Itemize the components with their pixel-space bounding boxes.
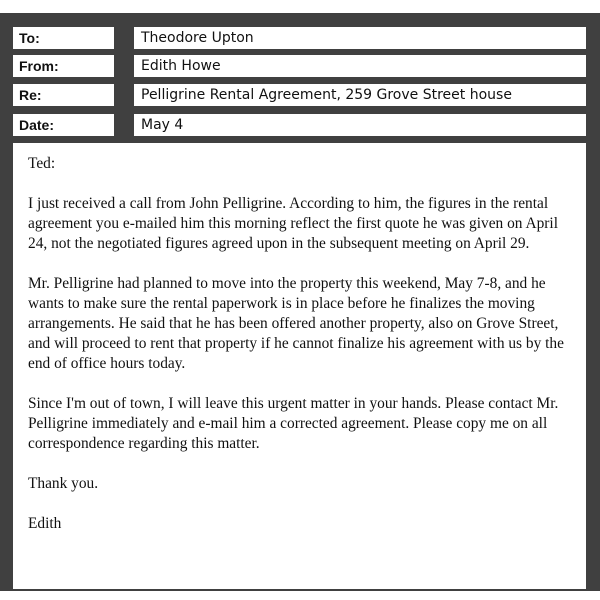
memo-frame [0,13,600,591]
memo-body [13,143,586,589]
closing: Thank you. [28,475,99,492]
from-row [0,55,600,77]
re-value: Pelligrine Rental Agreement, 259 Grove Street house [134,84,586,106]
date-label: Date: [13,114,114,136]
to-label: To: [13,27,114,49]
date-row [0,114,600,136]
paragraph-2: Mr. Pelligrine had planned to move into the property this weekend, May 7-8, and he wants to make sure the rental paperwork is in place before he finalizes the moving arrangements. He said that he has been offered another property, also on Grove Street, and will proceed to rent that property if he cannot finalize his agreement with us by the end of office hours today. [28,275,564,372]
to-value: Theodore Upton [134,27,586,49]
date-value: May 4 [134,114,586,136]
paragraph-3: Since I'm out of town, I will leave this urgent matter in your hands. Please contact Mr. Pelligrine immediately and e-mail him a corrected agreement. Please copy me on all correspondence regarding this matter. [28,395,559,452]
paragraph-1: I just received a call from John Pelligrine. According to him, the figures in the rental agreement you e-mailed him this morning reflect the first quote he was given on April 24, not the negotiated figures agreed upon in the subsequent meeting on April 29. [28,195,558,252]
from-label: From: [13,55,114,77]
greeting: Ted: [28,155,56,172]
re-row [0,84,600,106]
re-label: Re: [13,84,114,106]
from-value: Edith Howe [134,55,586,77]
signature: Edith [28,515,62,532]
to-row [0,27,600,49]
